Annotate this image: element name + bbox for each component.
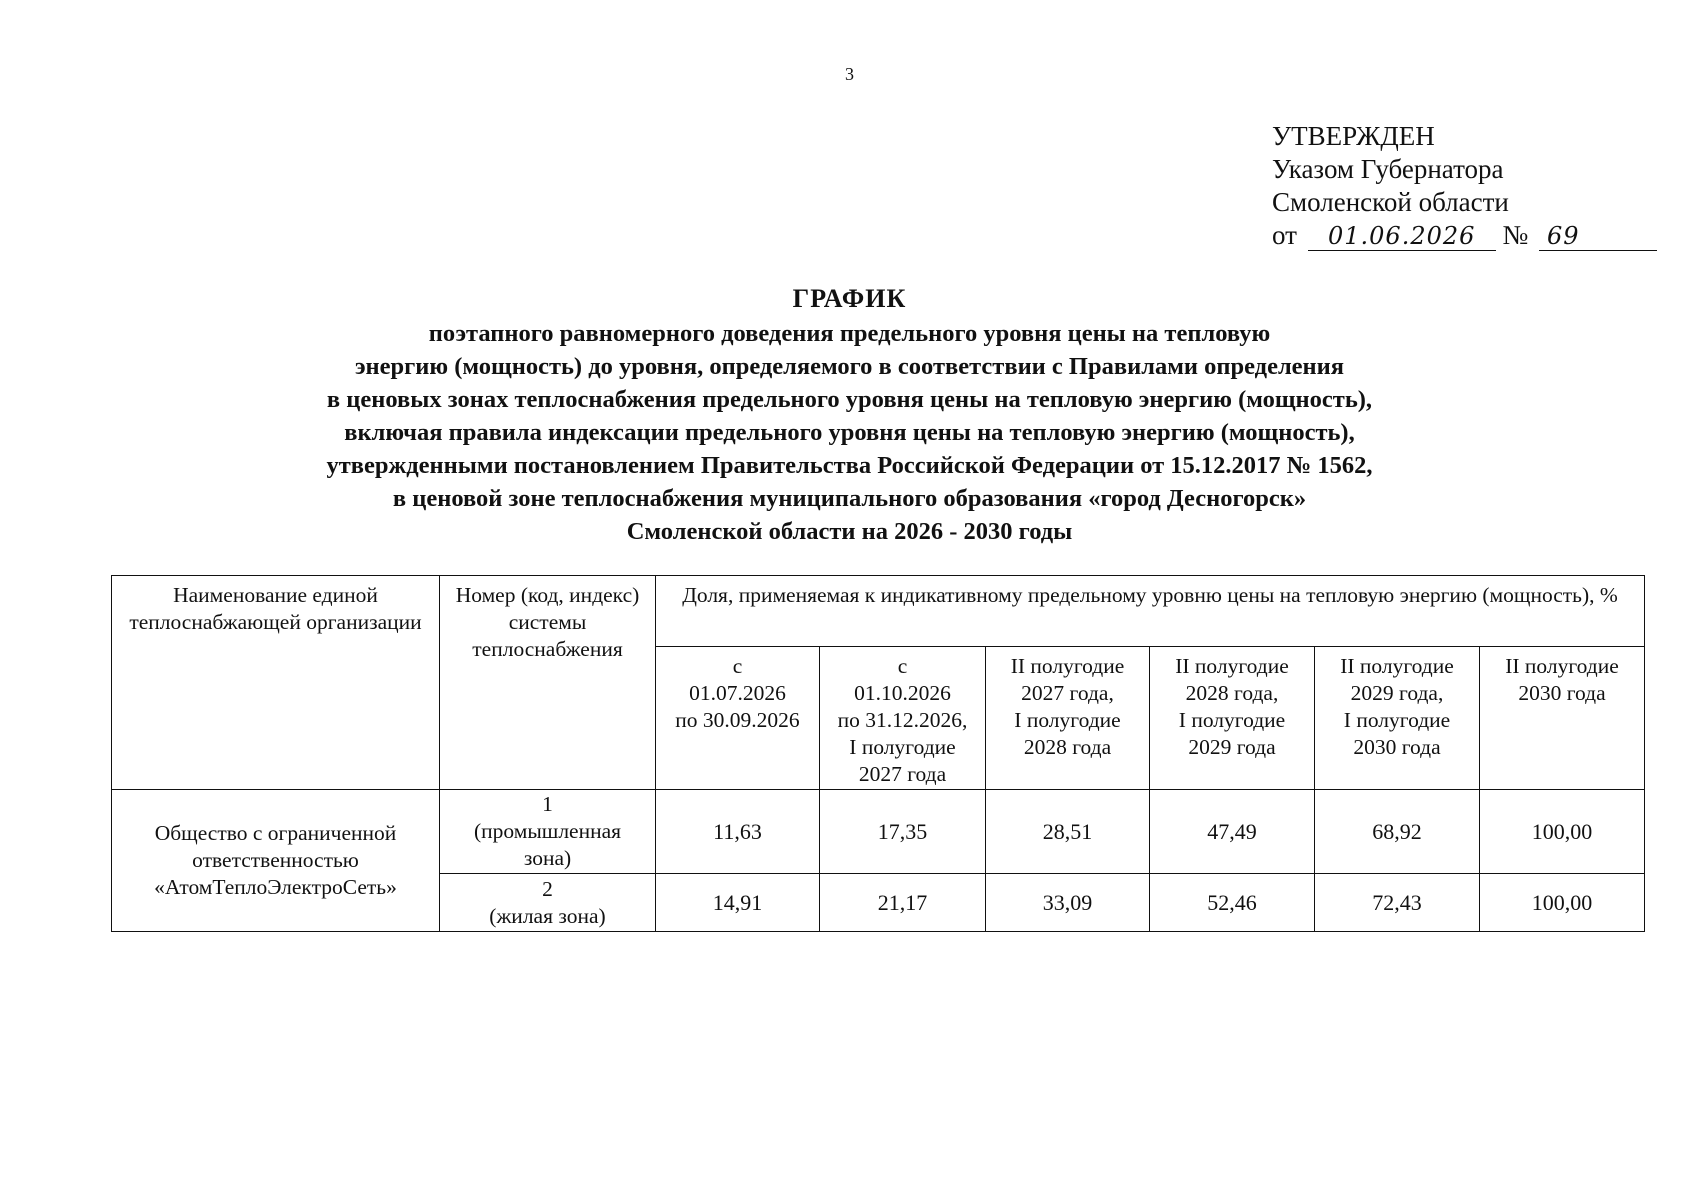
approval-stamp	[1272, 120, 1657, 252]
period-header: II полугодие 2028 года, I полугодие 2029 года	[1150, 647, 1315, 790]
subtitle-line: поэтапного равномерного доведения предельного уровня цены на тепловую	[428, 320, 1271, 347]
share-value: 47,49	[1150, 790, 1315, 874]
table-row	[112, 790, 1645, 874]
from-label: от	[1272, 220, 1297, 250]
period-header: с 01.10.2026 по 31.12.2026, I полугодие 2027 года	[820, 647, 986, 790]
number-label: №	[1502, 220, 1529, 250]
share-value: 68,92	[1315, 790, 1480, 874]
subtitle-line: в ценовых зонах теплоснабжения предельного уровня цены на тепловую энергию (мощность),	[326, 386, 1373, 413]
subtitle-line: энергию (мощность) до уровня, определяемого в соответствии с Правилами определения	[354, 353, 1345, 380]
subtitle-line: Смоленской области на 2026 - 2030 годы	[626, 518, 1073, 545]
share-value: 100,00	[1480, 790, 1645, 874]
system-number: 1 (промышленная зона)	[440, 790, 656, 874]
handwritten-date: 01.06.2026	[1308, 222, 1496, 251]
header-organization: Наименование единой теплоснабжающей организации	[112, 576, 440, 790]
share-value: 72,43	[1315, 874, 1480, 932]
subtitle-line: в ценовой зоне теплоснабжения муниципального образования «город Десногорск»	[392, 485, 1307, 512]
approval-region: Смоленской области	[1272, 187, 1509, 217]
period-header: II полугодие 2027 года, I полугодие 2028 года	[986, 647, 1150, 790]
price-schedule-table	[111, 575, 1645, 932]
system-number: 2 (жилая зона)	[440, 874, 656, 932]
share-value: 11,63	[656, 790, 820, 874]
subtitle-line: включая правила индексации предельного уровня цены на тепловую энергию (мощность),	[344, 419, 1355, 446]
subtitle-line: утвержденными постановлением Правительства Российской Федерации от 15.12.2017 № 1562,	[326, 452, 1373, 479]
approval-date-line	[1272, 219, 1657, 252]
share-value: 21,17	[820, 874, 986, 932]
period-header: II полугодие 2029 года, I полугодие 2030 года	[1315, 647, 1480, 790]
period-header: с 01.07.2026 по 30.09.2026	[656, 647, 820, 790]
page-number: 3	[845, 64, 854, 84]
title-block	[0, 282, 1699, 548]
share-value: 17,35	[820, 790, 986, 874]
handwritten-number: 69	[1539, 222, 1657, 251]
share-value: 14,91	[656, 874, 820, 932]
period-header: II полугодие 2030 года	[1480, 647, 1645, 790]
header-system-number: Номер (код, индекс) системы теплоснабжения	[440, 576, 656, 790]
share-value: 33,09	[986, 874, 1150, 932]
header-share: Доля, применяемая к индикативному предельному уровню цены на тепловую энергию (мощность), %	[656, 576, 1645, 647]
share-value: 28,51	[986, 790, 1150, 874]
approval-status: УТВЕРЖДЕН	[1272, 121, 1435, 151]
share-value: 52,46	[1150, 874, 1315, 932]
document-title: ГРАФИК	[792, 284, 907, 313]
approval-by: Указом Губернатора	[1272, 154, 1504, 184]
organization-name: Общество с ограниченной ответственностью «АтомТеплоЭлектроСеть»	[112, 790, 440, 932]
document-subtitle	[0, 317, 1699, 548]
share-value: 100,00	[1480, 874, 1645, 932]
